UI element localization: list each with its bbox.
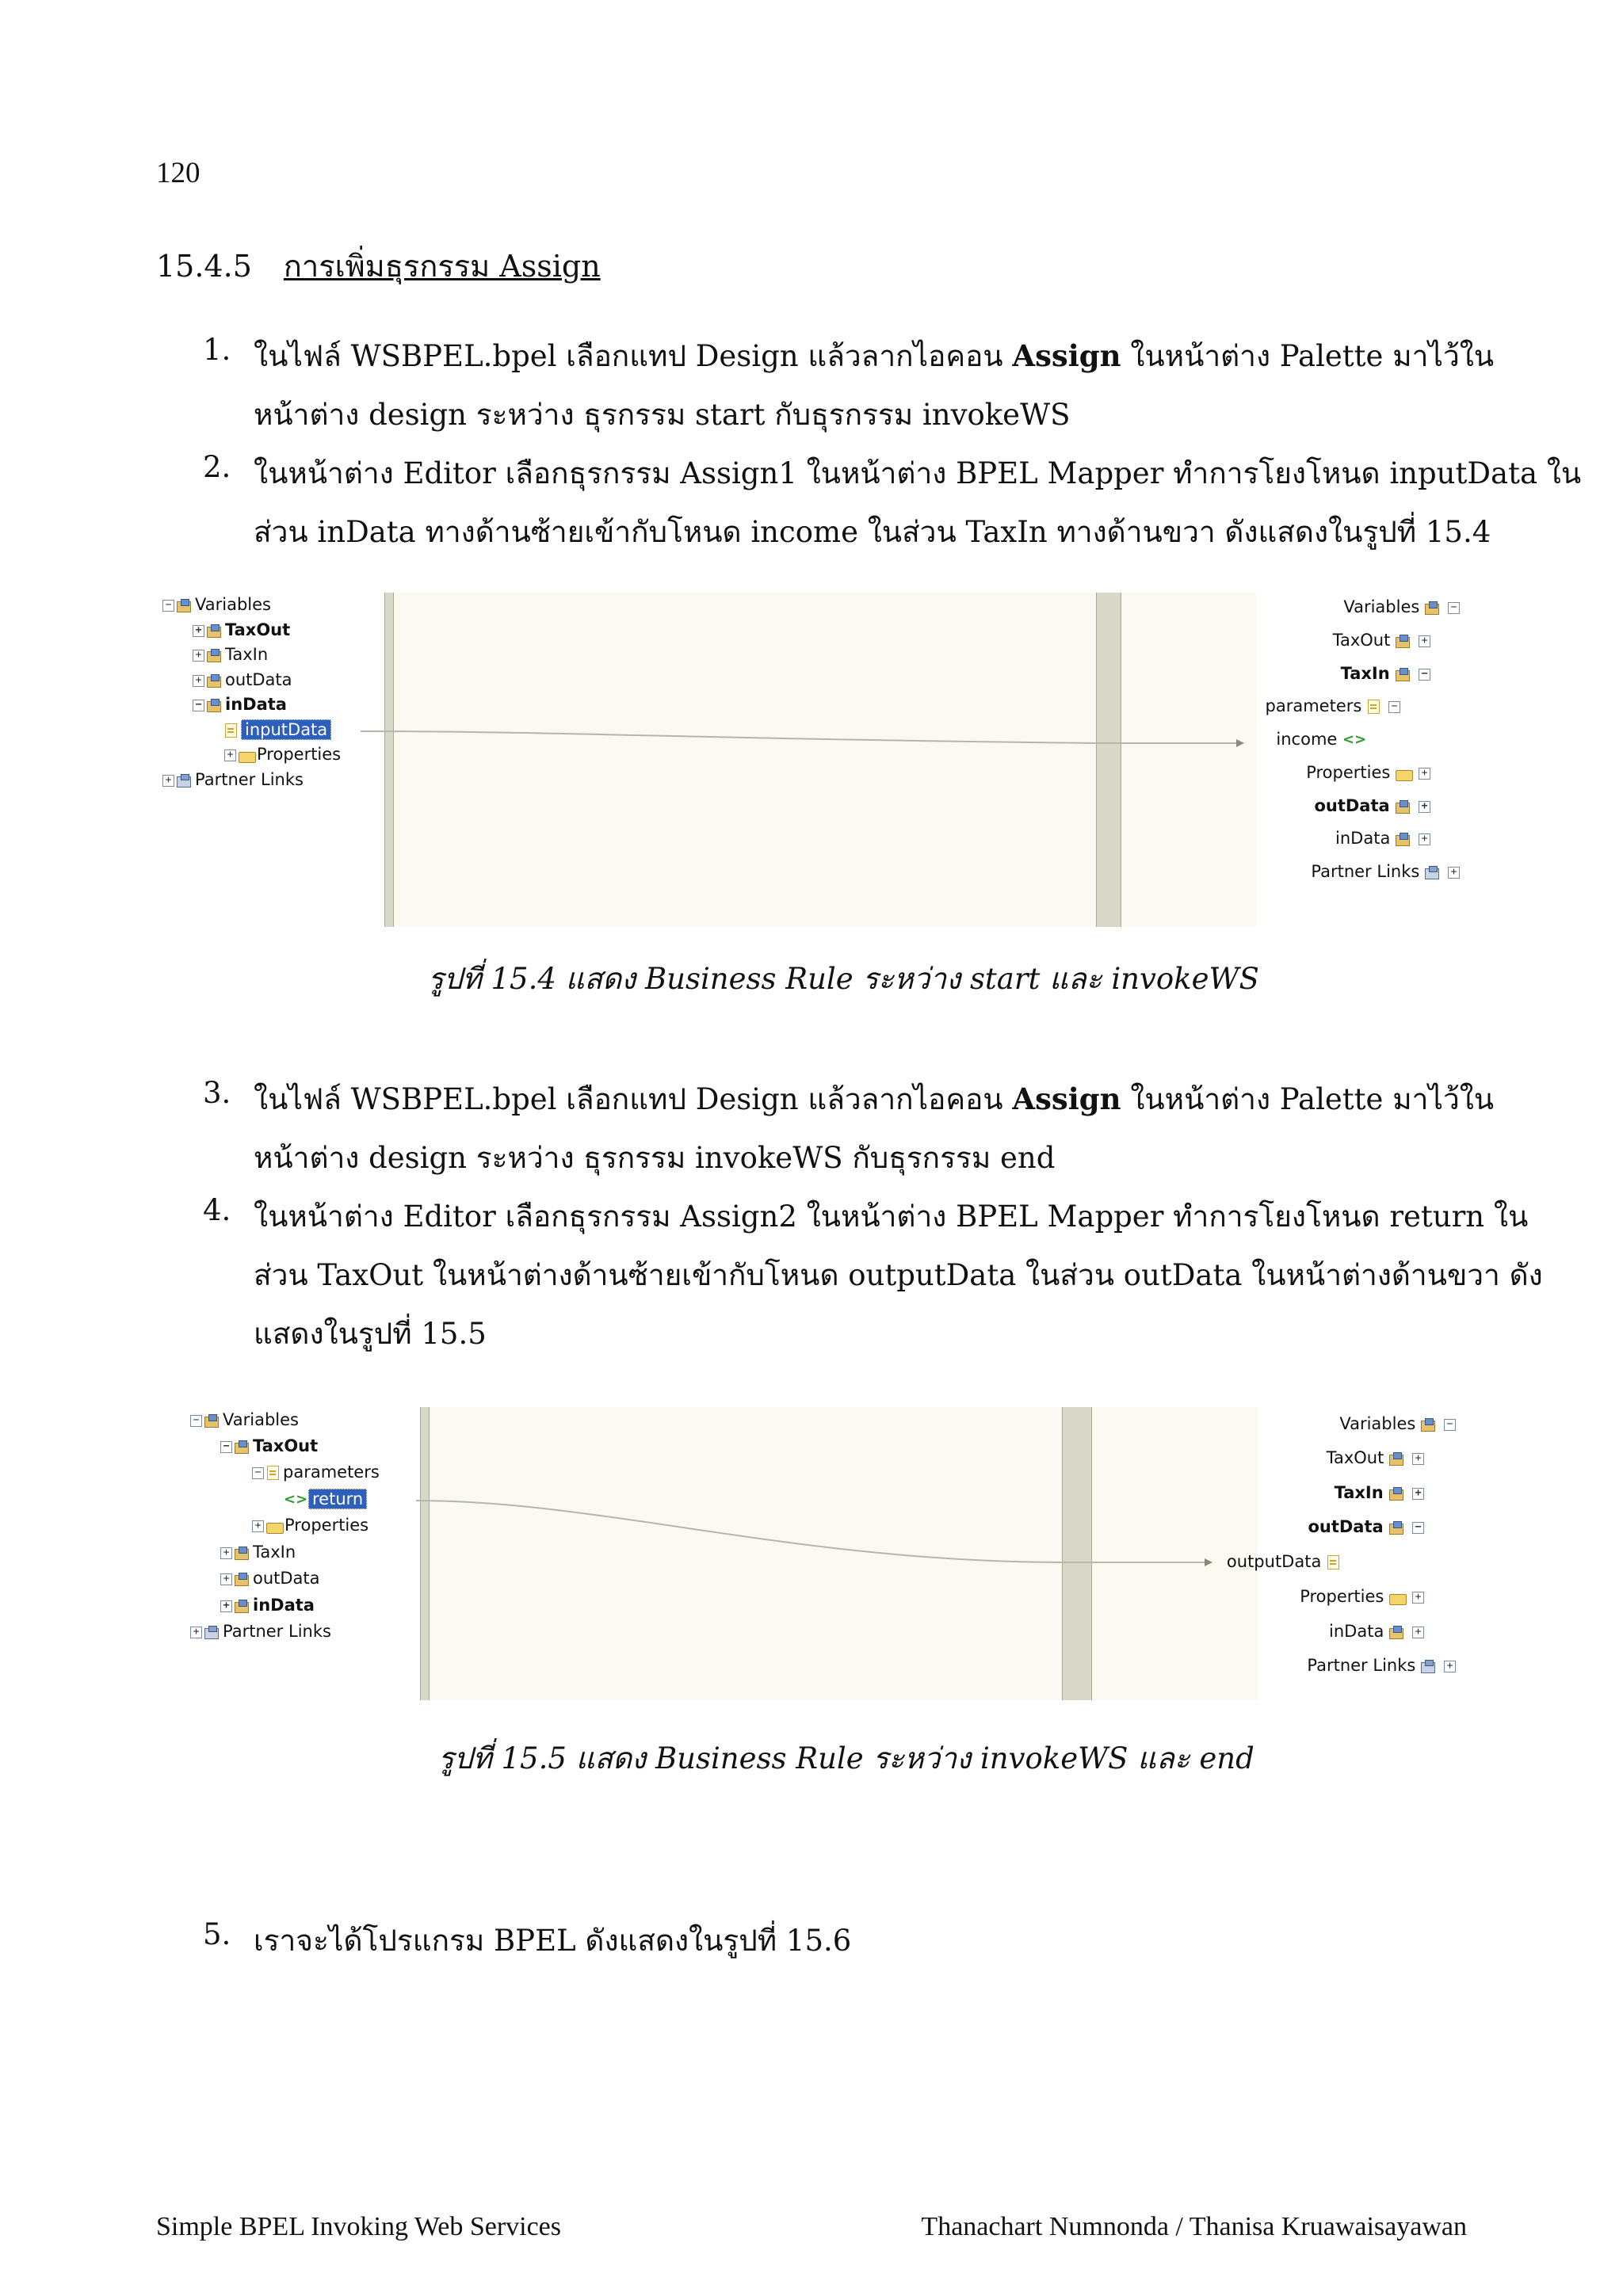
tree-node[interactable] [1339, 1413, 1456, 1434]
expand-icon[interactable]: + [220, 1600, 232, 1612]
tree-node-label: return [308, 1489, 367, 1509]
step-text-line [254, 1252, 1543, 1299]
page-number: 120 [156, 157, 200, 189]
step-text-line [254, 1310, 487, 1357]
expand-icon[interactable]: + [190, 1627, 202, 1638]
step-number: 4. [203, 1193, 231, 1227]
section-number: 15.4.5 [156, 249, 252, 284]
step-text-segment: แสดงในรูปที่ 15.5 [254, 1317, 487, 1351]
collapse-icon[interactable]: − [1419, 669, 1430, 681]
assign-keyword: Assign [1012, 338, 1121, 373]
collapse-icon[interactable]: − [162, 600, 174, 612]
tree-node[interactable] [1335, 1482, 1424, 1503]
collapse-icon[interactable]: − [1448, 602, 1460, 614]
collapse-icon[interactable]: − [1444, 1419, 1456, 1431]
tree-node-label: inData [1335, 829, 1396, 848]
partner-links-icon [1421, 1660, 1435, 1672]
figure-15-5-bpel-mapper [190, 1407, 1462, 1700]
tree-node-label: Variables [195, 595, 271, 614]
expand-icon[interactable]: + [1412, 1488, 1424, 1500]
tree-node[interactable] [1311, 861, 1460, 882]
step-text-line [254, 450, 1581, 497]
tree-node-label: Properties [1306, 763, 1396, 782]
tree-node[interactable] [1329, 1621, 1424, 1642]
tree-node-label: inData [225, 695, 287, 714]
tree-node-label: TaxIn [253, 1543, 296, 1562]
tree-node-label: parameters [283, 1463, 380, 1482]
tree-node-label: TaxOut [1326, 1448, 1389, 1467]
tree-node-label: TaxOut [1332, 631, 1396, 650]
section-heading [156, 242, 601, 290]
expand-icon[interactable]: + [193, 650, 204, 662]
partner-links-icon [1425, 866, 1439, 879]
tree-node-label: TaxOut [253, 1436, 319, 1455]
tree-node-label: income [1276, 730, 1342, 749]
tree-node-label: parameters [1265, 696, 1367, 715]
expand-icon[interactable]: + [1412, 1627, 1424, 1638]
tree-node-label: Properties [285, 1516, 369, 1535]
tree-node[interactable] [1327, 1447, 1424, 1468]
tree-node[interactable] [1276, 729, 1367, 749]
step-text-segment: ในหน้าต่าง Editor เลือกธุรกรรม Assign1 ในหน้าต่าง BPEL Mapper ทำการโยงโหนด inputData ใน [254, 456, 1582, 490]
expand-icon[interactable]: + [220, 1547, 232, 1559]
step-text-line [254, 1135, 1055, 1181]
tree-node-label: outData [1308, 1517, 1389, 1536]
section-title: การเพิ่มธุรกรรม Assign [283, 249, 601, 284]
expand-icon[interactable]: + [1419, 801, 1430, 813]
collapse-icon[interactable]: − [252, 1467, 264, 1479]
tree-node-label: Variables [1339, 1414, 1421, 1433]
tree-node-label: TaxIn [225, 645, 269, 664]
footer-right: Thanachart Numnonda / Thanisa Kruawaisayawan [921, 2212, 1467, 2241]
tree-node-label: Properties [257, 745, 342, 764]
tree-node-label: TaxIn [1340, 664, 1396, 683]
tree-node[interactable] [1227, 1551, 1343, 1572]
step-text-segment: ส่วน TaxOut ในหน้าต่างด้านซ้ายเข้ากับโหนด outputData ในส่วน outData ในหน้าต่างด้านขวา ดัง [254, 1258, 1543, 1292]
step-text-line [254, 391, 1070, 438]
variable-icon [1389, 1626, 1403, 1638]
mapping-link-line[interactable] [416, 1501, 1209, 1562]
step-text-segment: ในหน้าต่าง Palette มาไว้ใน [1121, 339, 1495, 373]
figure-15-4-caption: รูปที่ 15.4 แสดง Business Rule ระหว่าง start และ invokeWS [428, 962, 1259, 996]
part-icon [1367, 700, 1380, 714]
expand-icon[interactable]: + [193, 675, 204, 687]
element-icon: <> [1342, 731, 1367, 748]
tree-node[interactable] [1307, 1655, 1456, 1676]
variable-icon [1396, 800, 1410, 813]
collapse-icon[interactable]: − [220, 1441, 232, 1453]
tree-node-label: outData [253, 1569, 320, 1588]
expand-icon[interactable]: + [162, 775, 174, 787]
step-text-segment: หน้าต่าง design ระหว่าง ธุรกรรม start กับธุรกรรม invokeWS [254, 398, 1071, 432]
tree-node-label: TaxOut [225, 620, 291, 639]
mapping-link-line[interactable] [361, 731, 1240, 743]
variables-icon [1425, 601, 1439, 614]
expand-icon[interactable]: + [1419, 833, 1430, 845]
tree-node[interactable] [1300, 1586, 1424, 1607]
tree-node-label: Variables [1343, 597, 1425, 616]
tree-node-label: Variables [223, 1410, 299, 1429]
mapping-link-arrowhead [1205, 1558, 1212, 1566]
step-text-segment: หน้าต่าง design ระหว่าง ธุรกรรม invokeWS กับธุรกรรม end [254, 1141, 1056, 1175]
tree-node-label: outData [1314, 796, 1396, 815]
collapse-icon[interactable]: − [1388, 701, 1400, 713]
folder-icon [1396, 767, 1410, 780]
tree-node-label: inData [253, 1596, 315, 1615]
element-icon: <> [284, 1491, 308, 1508]
variable-icon [1389, 1521, 1403, 1534]
tree-node-label: inData [1329, 1622, 1389, 1641]
expand-icon[interactable]: + [252, 1520, 264, 1532]
step-number: 5. [203, 1917, 231, 1951]
expand-icon[interactable]: + [224, 749, 236, 761]
step-text-segment: ในไฟล์ WSBPEL.bpel เลือกแทป Design แล้วลากไอคอน [254, 1082, 1013, 1116]
step-text-segment: เราจะได้โปรแกรม BPEL ดังแสดงในรูปที่ 15.6 [254, 1924, 852, 1958]
tree-node[interactable] [1333, 630, 1430, 650]
figure-15-5-caption: รูปที่ 15.5 แสดง Business Rule ระหว่าง invokeWS และ end [438, 1741, 1254, 1775]
expand-icon[interactable]: + [1419, 635, 1430, 647]
step-number: 1. [203, 333, 231, 367]
assign-keyword: Assign [1012, 1081, 1121, 1116]
variable-icon [1396, 833, 1410, 845]
expand-icon[interactable]: + [1444, 1661, 1456, 1672]
step-number: 3. [203, 1076, 231, 1110]
collapse-icon[interactable]: − [190, 1415, 202, 1427]
tree-node[interactable] [1335, 828, 1430, 849]
step-text-line [254, 1076, 1494, 1123]
tree-node-label: Partner Links [1311, 862, 1425, 881]
footer-left: Simple BPEL Invoking Web Services [156, 2212, 561, 2241]
expand-icon[interactable]: + [1412, 1592, 1424, 1604]
tree-node-label: Partner Links [195, 770, 304, 789]
tree-node-label: outputData [1226, 1552, 1327, 1571]
tree-node-label: Partner Links [223, 1622, 331, 1641]
variable-icon [1396, 635, 1410, 647]
figure-15-4-bpel-mapper [162, 593, 1462, 927]
step-number: 2. [203, 450, 231, 484]
step-text-line [254, 333, 1494, 379]
step-text-line [254, 509, 1491, 555]
tree-node[interactable] [1266, 696, 1400, 716]
step-text-segment: ส่วน inData ทางด้านซ้ายเข้ากับโหนด income ในส่วน TaxIn ทางด้านขวา ดังแสดงในรูปที่ 15.4 [254, 515, 1491, 549]
expand-icon[interactable]: + [193, 625, 204, 637]
expand-icon[interactable]: + [1412, 1453, 1424, 1465]
mapping-link-arrowhead [1236, 739, 1244, 747]
part-icon [1327, 1555, 1339, 1569]
step-text-line [254, 1917, 851, 1964]
variable-icon [1389, 1452, 1403, 1465]
collapse-icon[interactable]: − [193, 700, 204, 711]
variable-icon [1396, 668, 1410, 681]
tree-node-label: TaxIn [1334, 1483, 1389, 1502]
tree-node[interactable] [1306, 762, 1430, 783]
tree-node[interactable] [1343, 597, 1460, 617]
mapping-link-svg [162, 593, 1462, 927]
step-text-segment: ในไฟล์ WSBPEL.bpel เลือกแทป Design แล้วลากไอคอน [254, 339, 1013, 373]
tree-node-label: inputData [241, 719, 331, 740]
collapse-icon[interactable]: − [1412, 1522, 1424, 1534]
tree-node[interactable] [1314, 795, 1430, 816]
tree-node-label: outData [225, 670, 292, 689]
expand-icon[interactable]: + [1419, 768, 1430, 780]
step-text-segment: ในหน้าต่าง Editor เลือกธุรกรรม Assign2 ในหน้าต่าง BPEL Mapper ทำการโยงโหนด return ใน [254, 1199, 1529, 1234]
folder-icon [1389, 1591, 1403, 1604]
expand-icon[interactable]: + [1448, 867, 1460, 879]
variable-icon [1389, 1487, 1403, 1500]
expand-icon[interactable]: + [220, 1573, 232, 1585]
tree-node[interactable] [1341, 663, 1430, 684]
variables-icon [1421, 1418, 1435, 1431]
step-text-line [254, 1193, 1528, 1240]
tree-node-label: Properties [1300, 1587, 1389, 1606]
tree-node[interactable] [1308, 1516, 1424, 1537]
tree-node-label: Partner Links [1307, 1656, 1421, 1675]
step-text-segment: ในหน้าต่าง Palette มาไว้ใน [1121, 1082, 1495, 1116]
